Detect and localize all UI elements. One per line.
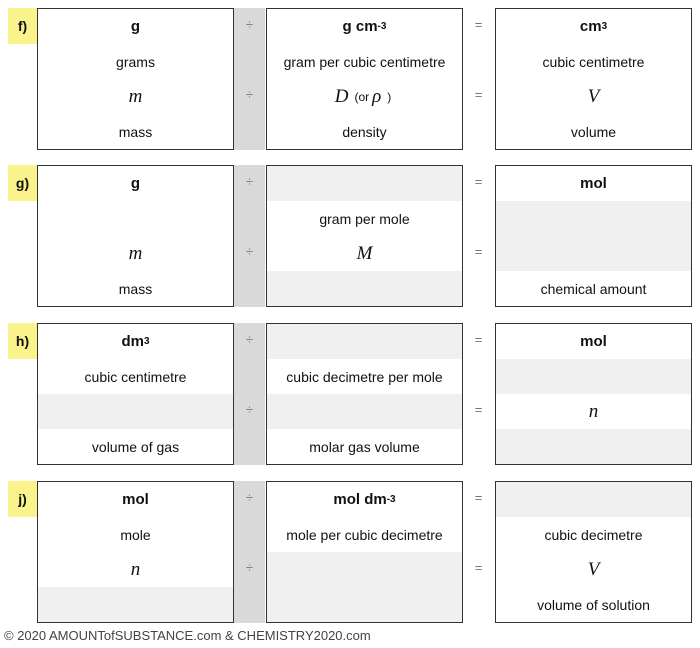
divide-sign: ÷	[245, 490, 254, 505]
equals-sign: =	[474, 402, 483, 417]
unit-answer-field[interactable]	[267, 166, 462, 201]
divide-column	[234, 8, 265, 150]
unit-cell	[496, 9, 691, 44]
unit-cell	[38, 482, 233, 517]
quantity-text: volume of gas	[91, 438, 180, 455]
unit-superscript: 3	[601, 21, 608, 32]
sym-cell	[496, 552, 691, 587]
equals-column	[463, 8, 494, 150]
equation-block	[8, 481, 692, 623]
divide-column	[234, 323, 265, 465]
name-text: grams	[116, 53, 155, 70]
divide-column	[234, 165, 265, 307]
sym-cell	[38, 552, 233, 587]
dividend-box	[37, 323, 234, 465]
divide-sign: ÷	[245, 17, 254, 32]
divisor-box	[266, 323, 463, 465]
divisor-box	[266, 165, 463, 307]
sym-text: M	[356, 242, 373, 264]
sym-text: n	[588, 400, 599, 422]
unit-cell	[38, 9, 233, 44]
name-text: cubic decimetre per mole	[286, 368, 443, 385]
unit-text: g	[130, 175, 141, 192]
divisor-box	[266, 8, 463, 150]
sym-answer-field[interactable]	[267, 552, 462, 587]
unit-answer-field[interactable]	[267, 324, 462, 359]
sym-cell	[496, 394, 691, 429]
quantity-answer-field[interactable]	[267, 271, 462, 306]
name-cell	[496, 517, 691, 552]
unit-text: cm	[579, 18, 602, 35]
divide-sign: ÷	[245, 560, 254, 575]
name-text: mole	[120, 526, 151, 543]
name-text: gram per mole	[319, 210, 410, 227]
quantity-answer-field[interactable]	[38, 587, 233, 622]
sym-cell	[267, 79, 462, 114]
equals-column	[463, 481, 494, 623]
result-box	[495, 481, 692, 623]
question-label: f)	[8, 8, 37, 44]
unit-text: dm	[121, 333, 144, 350]
equals-column	[463, 165, 494, 307]
unit-text: mol	[580, 333, 607, 350]
sym-cell	[496, 79, 691, 114]
name-text: cubic decimetre	[544, 526, 643, 543]
quantity-answer-field[interactable]	[496, 429, 691, 464]
name-text: gram per cubic centimetre	[283, 53, 446, 70]
quantity-cell	[38, 429, 233, 464]
name-cell	[267, 44, 462, 79]
unit-cell	[267, 9, 462, 44]
sym-answer-field[interactable]	[38, 394, 233, 429]
equals-sign: =	[474, 87, 483, 102]
name-cell	[38, 359, 233, 394]
sym-cell	[38, 236, 233, 271]
unit-cell	[38, 166, 233, 201]
name-answer-field[interactable]	[496, 201, 691, 236]
unit-cell	[496, 166, 691, 201]
unit-cell	[496, 324, 691, 359]
divide-sign: ÷	[245, 174, 254, 189]
sym-text: n	[130, 558, 141, 580]
dividend-box	[37, 8, 234, 150]
question-label: h)	[8, 323, 37, 359]
equals-column	[463, 323, 494, 465]
name-text: mole per cubic decimetre	[286, 526, 443, 543]
alt-symbol-close: )	[387, 89, 392, 104]
quantity-answer-field[interactable]	[267, 587, 462, 622]
question-label: g)	[8, 165, 37, 201]
quantity-cell	[267, 114, 462, 149]
sym-text: m	[128, 85, 143, 107]
unit-text: g	[130, 18, 141, 35]
result-box	[495, 323, 692, 465]
name-cell	[38, 517, 233, 552]
sym-answer-field[interactable]	[267, 394, 462, 429]
unit-superscript: 3	[143, 336, 150, 347]
name-cell	[267, 201, 462, 236]
quantity-text: volume	[570, 123, 617, 140]
quantity-cell	[496, 271, 691, 306]
sym-text: V	[587, 558, 600, 580]
equals-sign: =	[474, 332, 483, 347]
divide-sign: ÷	[245, 244, 254, 259]
result-box	[495, 165, 692, 307]
equation-block	[8, 165, 692, 307]
divide-sign: ÷	[245, 402, 254, 417]
equals-sign: =	[474, 560, 483, 575]
name-empty-cell	[38, 201, 233, 236]
unit-cell	[267, 482, 462, 517]
sym-answer-field[interactable]	[496, 236, 691, 271]
unit-text: mol dm	[333, 491, 387, 508]
divide-sign: ÷	[245, 87, 254, 102]
quantity-text: density	[342, 123, 387, 140]
equals-sign: =	[474, 244, 483, 259]
divide-column	[234, 481, 265, 623]
quantity-text: molar gas volume	[309, 438, 420, 455]
name-answer-field[interactable]	[496, 359, 691, 394]
name-text: cubic centimetre	[84, 368, 187, 385]
sym-cell	[267, 236, 462, 271]
alt-symbol-note: (or	[354, 89, 370, 104]
sym-text: D	[334, 85, 349, 107]
quantity-text: mass	[118, 280, 153, 297]
quantity-cell	[496, 587, 691, 622]
unit-superscript: -3	[386, 494, 396, 505]
name-cell	[267, 517, 462, 552]
name-cell	[496, 44, 691, 79]
quantity-text: chemical amount	[540, 280, 647, 297]
sym-text: V	[587, 85, 600, 107]
equation-block	[8, 8, 692, 150]
quantity-cell	[496, 114, 691, 149]
name-cell	[267, 359, 462, 394]
equation-block	[8, 323, 692, 465]
sym-text: m	[128, 242, 143, 264]
sym-cell	[38, 79, 233, 114]
copyright-footer: © 2020 AMOUNTofSUBSTANCE.com & CHEMISTRY2020.com	[4, 628, 371, 643]
dividend-box	[37, 165, 234, 307]
quantity-cell	[267, 429, 462, 464]
quantity-text: mass	[118, 123, 153, 140]
quantity-text: volume of solution	[537, 596, 650, 613]
unit-text: g cm	[342, 18, 378, 35]
unit-text: mol	[122, 491, 149, 508]
result-box	[495, 8, 692, 150]
question-label: j)	[8, 481, 37, 517]
divide-sign: ÷	[245, 332, 254, 347]
unit-answer-field[interactable]	[496, 482, 691, 517]
quantity-cell	[38, 114, 233, 149]
unit-cell	[38, 324, 233, 359]
alt-symbol: ρ	[372, 85, 382, 107]
equals-sign: =	[474, 17, 483, 32]
unit-text: mol	[580, 175, 607, 192]
unit-superscript: -3	[377, 21, 387, 32]
equals-sign: =	[474, 174, 483, 189]
name-text: cubic centimetre	[542, 53, 645, 70]
divisor-box	[266, 481, 463, 623]
equals-sign: =	[474, 490, 483, 505]
quantity-cell	[38, 271, 233, 306]
name-cell	[38, 44, 233, 79]
dividend-box	[37, 481, 234, 623]
